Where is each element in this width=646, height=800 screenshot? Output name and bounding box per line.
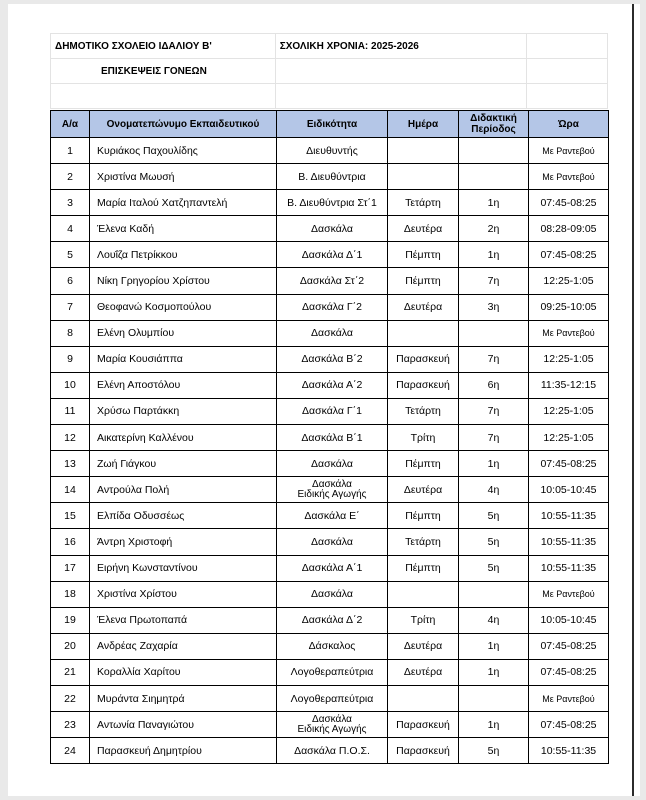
visit-time: 12:25-1:05	[529, 268, 609, 294]
row-number: 21	[51, 659, 90, 685]
teacher-name: Παρασκευή Δημητρίου	[90, 738, 277, 764]
teacher-name: Αικατερίνη Καλλένου	[90, 425, 277, 451]
table-row	[51, 581, 609, 607]
teaching-period: 1η	[459, 242, 529, 268]
document-header	[50, 33, 608, 109]
visit-day: Πέμπτη	[388, 242, 459, 268]
specialty: Λογοθεραπεύτρια	[277, 659, 388, 685]
teacher-name: Κοραλλία Χαρίτου	[90, 659, 277, 685]
visit-day	[388, 164, 459, 190]
visit-time: Με Ραντεβού	[529, 581, 609, 607]
row-number: 19	[51, 607, 90, 633]
table-row	[51, 607, 609, 633]
col-header-period: Διδακτική Περίοδος	[459, 111, 529, 138]
row-number: 18	[51, 581, 90, 607]
specialty: Β. Διευθύντρια Στ΄1	[277, 190, 388, 216]
teacher-name: Μυράντα Σιημητρά	[90, 685, 277, 711]
specialty: Δασκάλα Δ΄2	[277, 607, 388, 633]
visit-day: Παρασκευή	[388, 738, 459, 764]
teaching-period: 6η	[459, 372, 529, 398]
page-title: ΕΠΙΣΚΕΨΕΙΣ ΓΟΝΕΩΝ	[51, 59, 276, 84]
row-number: 17	[51, 555, 90, 581]
teacher-name: Αντρούλα Πολή	[90, 477, 277, 503]
teacher-name: Ελπίδα Οδυσσέως	[90, 503, 277, 529]
row-number: 4	[51, 216, 90, 242]
specialty: Δασκάλα	[277, 216, 388, 242]
teacher-name: Χρύσω Παρτάκκη	[90, 398, 277, 424]
specialty: Δασκάλα Γ΄2	[277, 294, 388, 320]
visit-time: 07:45-08:25	[529, 633, 609, 659]
table-row	[51, 268, 609, 294]
visit-day: Πέμπτη	[388, 451, 459, 477]
table-row	[51, 451, 609, 477]
visit-day: Δευτέρα	[388, 633, 459, 659]
teacher-name: Αντωνία Παναγιώτου	[90, 712, 277, 738]
visit-day: Τρίτη	[388, 425, 459, 451]
teacher-name: Μαρία Κουσιάππα	[90, 346, 277, 372]
teaching-period: 5η	[459, 529, 529, 555]
teaching-period: 4η	[459, 477, 529, 503]
teacher-name: Θεοφανώ Κοσμοπούλου	[90, 294, 277, 320]
visit-day: Παρασκευή	[388, 712, 459, 738]
teaching-period: 1η	[459, 712, 529, 738]
teacher-name: Χριστίνα Χρίστου	[90, 581, 277, 607]
visit-time: 07:45-08:25	[529, 190, 609, 216]
teaching-period	[459, 581, 529, 607]
row-number: 13	[51, 451, 90, 477]
specialty: Δασκάλα	[277, 451, 388, 477]
row-number: 6	[51, 268, 90, 294]
visit-time: 08:28-09:05	[529, 216, 609, 242]
teaching-period: 1η	[459, 451, 529, 477]
row-number: 7	[51, 294, 90, 320]
row-number: 11	[51, 398, 90, 424]
visit-day: Δευτέρα	[388, 294, 459, 320]
specialty: Δασκάλα Α΄2	[277, 372, 388, 398]
visit-time: 10:05-10:45	[529, 477, 609, 503]
visit-time: 07:45-08:25	[529, 242, 609, 268]
teacher-name: Μαρία Ιταλού Χατζηπαντελή	[90, 190, 277, 216]
teaching-period: 7η	[459, 398, 529, 424]
teaching-period: 5η	[459, 738, 529, 764]
visit-time: 11:35-12:15	[529, 372, 609, 398]
row-number: 2	[51, 164, 90, 190]
school-year: ΣΧΟΛΙΚΗ ΧΡΟΝΙΑ: 2025-2026	[275, 34, 527, 59]
teaching-period	[459, 685, 529, 711]
visit-day	[388, 685, 459, 711]
table-row	[51, 685, 609, 711]
table-header-row	[51, 111, 609, 138]
specialty: Δασκάλα Στ΄2	[277, 268, 388, 294]
teacher-name: Ανδρέας Ζαχαρία	[90, 633, 277, 659]
visit-day: Δευτέρα	[388, 216, 459, 242]
teaching-period: 7η	[459, 268, 529, 294]
visit-day: Παρασκευή	[388, 372, 459, 398]
teaching-period: 7η	[459, 425, 529, 451]
table-row	[51, 425, 609, 451]
visit-day: Τετάρτη	[388, 398, 459, 424]
row-number: 3	[51, 190, 90, 216]
specialty: Δασκάλα Β΄1	[277, 425, 388, 451]
row-number: 9	[51, 346, 90, 372]
row-number: 23	[51, 712, 90, 738]
specialty: Δασκάλα	[277, 581, 388, 607]
col-header-specialty: Ειδικότητα	[277, 111, 388, 138]
table-row	[51, 320, 609, 346]
row-number: 15	[51, 503, 90, 529]
specialty: Δασκάλα Γ΄1	[277, 398, 388, 424]
specialty: Β. Διευθύντρια	[277, 164, 388, 190]
visit-day: Δευτέρα	[388, 659, 459, 685]
table-row	[51, 216, 609, 242]
teacher-name: Άντρη Χριστοφή	[90, 529, 277, 555]
visit-day: Τρίτη	[388, 607, 459, 633]
row-number: 22	[51, 685, 90, 711]
visit-time: 07:45-08:25	[529, 451, 609, 477]
specialty: Δασκάλα	[277, 320, 388, 346]
school-name: ΔΗΜΟΤΙΚΟ ΣΧΟΛΕΙΟ ΙΔΑΛΙΟΥ Β'	[51, 34, 276, 59]
col-header-num: Α/α	[51, 111, 90, 138]
visit-time: Με Ραντεβού	[529, 320, 609, 346]
visit-day: Τετάρτη	[388, 190, 459, 216]
visit-time: 10:55-11:35	[529, 738, 609, 764]
specialty: Δασκάλα Ειδικής Αγωγής	[277, 712, 388, 738]
row-number: 20	[51, 633, 90, 659]
table-row	[51, 346, 609, 372]
teacher-name: Ελένη Αποστόλου	[90, 372, 277, 398]
visit-day: Πέμπτη	[388, 555, 459, 581]
visit-day: Δευτέρα	[388, 477, 459, 503]
visit-day: Παρασκευή	[388, 346, 459, 372]
specialty: Δασκάλα	[277, 529, 388, 555]
teacher-name: Ελένη Ολυμπίου	[90, 320, 277, 346]
specialty: Λογοθεραπεύτρια	[277, 685, 388, 711]
visit-time: Με Ραντεβού	[529, 138, 609, 164]
visit-time: 09:25-10:05	[529, 294, 609, 320]
teacher-name: Χριστίνα Μωυσή	[90, 164, 277, 190]
table-row	[51, 555, 609, 581]
table-row	[51, 529, 609, 555]
table-row	[51, 372, 609, 398]
teaching-period: 2η	[459, 216, 529, 242]
row-number: 8	[51, 320, 90, 346]
visit-time: 07:45-08:25	[529, 659, 609, 685]
col-header-time: Ώρα	[529, 111, 609, 138]
visit-time: 07:45-08:25	[529, 712, 609, 738]
table-row	[51, 712, 609, 738]
teacher-name: Λουΐζα Πετρίκκου	[90, 242, 277, 268]
visit-day: Πέμπτη	[388, 268, 459, 294]
table-row	[51, 294, 609, 320]
table-row	[51, 190, 609, 216]
row-number: 24	[51, 738, 90, 764]
teaching-period	[459, 320, 529, 346]
teaching-period: 4η	[459, 607, 529, 633]
specialty: Διευθυντής	[277, 138, 388, 164]
visit-day	[388, 138, 459, 164]
specialty: Δασκάλα Δ΄1	[277, 242, 388, 268]
teaching-period	[459, 164, 529, 190]
table-row	[51, 633, 609, 659]
row-number: 14	[51, 477, 90, 503]
row-number: 10	[51, 372, 90, 398]
visit-day	[388, 581, 459, 607]
row-number: 5	[51, 242, 90, 268]
visit-time: 12:25-1:05	[529, 398, 609, 424]
teacher-name: Ειρήνη Κωνσταντίνου	[90, 555, 277, 581]
specialty: Δασκάλα Π.Ο.Σ.	[277, 738, 388, 764]
table-row	[51, 503, 609, 529]
specialty: Δασκάλα Β΄2	[277, 346, 388, 372]
teacher-name: Κυριάκος Παχουλίδης	[90, 138, 277, 164]
visit-time: 12:25-1:05	[529, 425, 609, 451]
visit-time: 10:55-11:35	[529, 555, 609, 581]
teaching-period	[459, 138, 529, 164]
visit-time: Με Ραντεβού	[529, 164, 609, 190]
row-number: 1	[51, 138, 90, 164]
specialty: Δασκάλα Ειδικής Αγωγής	[277, 477, 388, 503]
teaching-period: 1η	[459, 190, 529, 216]
teacher-name: Ζωή Γιάγκου	[90, 451, 277, 477]
visit-day: Πέμπτη	[388, 503, 459, 529]
teaching-period: 1η	[459, 633, 529, 659]
table-row	[51, 242, 609, 268]
teaching-period: 5η	[459, 555, 529, 581]
visit-time: 10:55-11:35	[529, 503, 609, 529]
teaching-period: 3η	[459, 294, 529, 320]
teacher-name: Έλενα Καδή	[90, 216, 277, 242]
specialty: Δασκάλα Ε΄	[277, 503, 388, 529]
visit-time: Με Ραντεβού	[529, 685, 609, 711]
col-header-name: Ονοματεπώνυμο Εκπαιδευτικού	[90, 111, 277, 138]
row-number: 12	[51, 425, 90, 451]
teaching-period: 5η	[459, 503, 529, 529]
visit-time: 12:25-1:05	[529, 346, 609, 372]
table-row	[51, 398, 609, 424]
table-row	[51, 164, 609, 190]
table-row	[51, 659, 609, 685]
specialty: Δάσκαλος	[277, 633, 388, 659]
table-row	[51, 477, 609, 503]
col-header-day: Ημέρα	[388, 111, 459, 138]
visit-time: 10:05-10:45	[529, 607, 609, 633]
teacher-name: Νίκη Γρηγορίου Χρίστου	[90, 268, 277, 294]
visit-day: Τετάρτη	[388, 529, 459, 555]
row-number: 16	[51, 529, 90, 555]
table-row	[51, 138, 609, 164]
teaching-period: 1η	[459, 659, 529, 685]
teacher-name: Έλενα Πρωτοπαπά	[90, 607, 277, 633]
table-row	[51, 738, 609, 764]
specialty: Δασκάλα Α΄1	[277, 555, 388, 581]
visits-table	[50, 110, 609, 764]
visit-time: 10:55-11:35	[529, 529, 609, 555]
visit-day	[388, 320, 459, 346]
teaching-period: 7η	[459, 346, 529, 372]
